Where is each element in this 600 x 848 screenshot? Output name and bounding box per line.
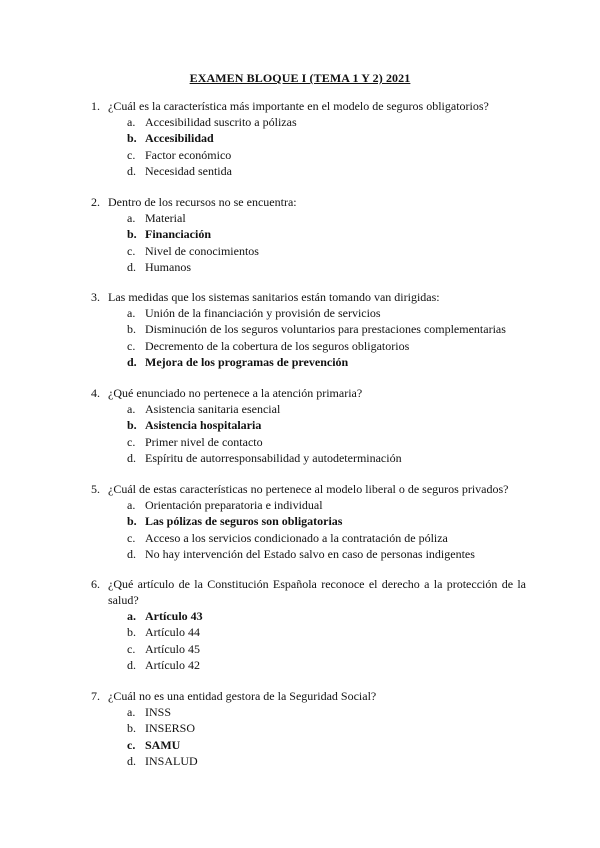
option-d <box>0 753 600 769</box>
option-text: Necesidad sentida <box>145 164 232 179</box>
option-text: Artículo 44 <box>145 625 200 640</box>
option-b <box>0 624 600 640</box>
option-c <box>0 641 600 657</box>
question-text: ¿Qué artículo de la Constitución Española reconoce el derecho a la protección de la salud? <box>108 577 526 607</box>
question-number: 7. <box>91 689 100 703</box>
option-text: INSALUD <box>145 754 198 769</box>
option-text: Unión de la financiación y provisión de servicios <box>145 306 381 320</box>
option-b-correct <box>0 417 600 433</box>
option-text: Mejora de los programas de prevención <box>145 355 349 370</box>
question-5 <box>0 481 600 563</box>
option-letter: c. <box>127 434 136 449</box>
question-number: 3. <box>91 290 100 304</box>
option-b <box>0 321 600 337</box>
option-letter: a. <box>127 402 136 416</box>
option-a <box>0 210 600 226</box>
option-c <box>0 338 600 354</box>
question-line <box>0 289 600 305</box>
question-6 <box>0 576 600 674</box>
question-line <box>0 98 600 114</box>
option-a <box>0 497 600 513</box>
option-letter: b. <box>127 721 136 736</box>
option-d <box>0 657 600 673</box>
option-letter: d. <box>127 547 136 562</box>
option-a <box>0 704 600 720</box>
option-text: Disminución de los seguros voluntarios para prestaciones complementarias <box>145 322 506 337</box>
option-text: Orientación preparatoria e individual <box>145 498 323 512</box>
question-text: Dentro de los recursos no se encuentra: <box>108 195 297 209</box>
option-text: SAMU <box>145 737 181 752</box>
option-c <box>0 147 600 163</box>
option-list <box>0 114 600 180</box>
option-a <box>0 401 600 417</box>
question-line <box>0 385 600 401</box>
option-c-correct <box>0 737 600 753</box>
question-4 <box>0 385 600 467</box>
option-letter: c. <box>127 641 136 656</box>
option-c <box>0 530 600 546</box>
option-letter: a. <box>127 115 136 129</box>
question-number: 5. <box>91 482 100 496</box>
question-text: ¿Cuál es la característica más importante en el modelo de seguros obligatorios? <box>108 99 489 113</box>
option-text: Artículo 42 <box>145 658 200 673</box>
option-letter: c. <box>127 530 136 545</box>
option-letter: c. <box>127 338 136 353</box>
option-letter: d. <box>127 658 136 673</box>
option-list <box>0 305 600 371</box>
option-d <box>0 546 600 562</box>
option-letter: a. <box>127 306 136 320</box>
option-letter: a. <box>127 211 136 225</box>
option-letter: c. <box>127 737 136 752</box>
option-letter: d. <box>127 164 136 179</box>
question-text: Las medidas que los sistemas sanitarios están tomando van dirigidas: <box>108 290 440 304</box>
option-c <box>0 243 600 259</box>
option-letter: a. <box>127 609 136 623</box>
option-b <box>0 720 600 736</box>
question-line <box>0 194 600 210</box>
option-text: Material <box>145 211 186 225</box>
option-text: Accesibilidad <box>145 131 214 146</box>
option-text: Espíritu de autorresponsabilidad y autodeterminación <box>145 451 402 466</box>
option-d <box>0 259 600 275</box>
option-text: Asistencia sanitaria esencial <box>145 402 281 416</box>
option-text: Las pólizas de seguros son obligatorias <box>145 514 343 529</box>
question-7 <box>0 688 600 770</box>
option-b-correct <box>0 226 600 242</box>
option-list <box>0 608 600 674</box>
question-number: 6. <box>91 577 100 591</box>
question-3 <box>0 289 600 371</box>
question-number: 2. <box>91 195 100 209</box>
option-text: Primer nivel de contacto <box>145 434 263 449</box>
option-letter: b. <box>127 514 137 529</box>
option-letter: d. <box>127 754 136 769</box>
option-text: Nivel de conocimientos <box>145 243 259 258</box>
option-d <box>0 450 600 466</box>
option-letter: b. <box>127 131 137 146</box>
option-letter: c. <box>127 243 136 258</box>
option-a <box>0 114 600 130</box>
option-text: Factor económico <box>145 147 232 162</box>
option-text: Artículo 43 <box>145 609 203 623</box>
exam-title: EXAMEN BLOQUE I (TEMA 1 Y 2) 2021 <box>189 71 411 85</box>
option-a <box>0 305 600 321</box>
option-text: No hay intervención del Estado salvo en caso de personas indigentes <box>145 547 475 562</box>
option-d <box>0 163 600 179</box>
option-text: Asistencia hospitalaria <box>145 418 262 433</box>
question-text: ¿Cuál no es una entidad gestora de la Seguridad Social? <box>108 689 377 703</box>
option-letter: d. <box>127 451 136 466</box>
question-line <box>0 688 600 704</box>
question-line <box>0 576 600 608</box>
option-text: Financiación <box>145 227 212 242</box>
option-text: INSERSO <box>145 721 196 736</box>
option-letter: a. <box>127 705 136 719</box>
option-letter: c. <box>127 147 136 162</box>
question-text: ¿Qué enunciado no pertenece a la atención primaria? <box>108 386 363 400</box>
option-b-correct <box>0 130 600 146</box>
option-d-correct <box>0 354 600 370</box>
question-number: 1. <box>91 99 100 113</box>
option-letter: b. <box>127 625 136 640</box>
option-text: Artículo 45 <box>145 641 200 656</box>
option-c <box>0 434 600 450</box>
option-b-correct <box>0 513 600 529</box>
option-text: INSS <box>145 705 172 719</box>
option-text: Accesibilidad suscrito a pólizas <box>145 115 297 129</box>
option-letter: d. <box>127 355 137 370</box>
option-letter: d. <box>127 260 136 275</box>
option-letter: a. <box>127 498 136 512</box>
option-text: Decremento de la cobertura de los seguros obligatorios <box>145 338 410 353</box>
question-2 <box>0 194 600 276</box>
question-number: 4. <box>91 386 100 400</box>
option-letter: b. <box>127 322 136 337</box>
option-text: Acceso a los servicios condicionado a la contratación de póliza <box>145 530 448 545</box>
option-list <box>0 704 600 770</box>
option-a-correct <box>0 608 600 624</box>
question-text: ¿Cuál de estas características no pertenece al modelo liberal o de seguros privados? <box>108 482 509 496</box>
option-list <box>0 497 600 563</box>
option-letter: b. <box>127 227 137 242</box>
option-list <box>0 210 600 276</box>
option-letter: b. <box>127 418 137 433</box>
question-1 <box>0 98 600 180</box>
option-list <box>0 401 600 467</box>
question-line <box>0 481 600 497</box>
option-text: Humanos <box>145 260 191 275</box>
